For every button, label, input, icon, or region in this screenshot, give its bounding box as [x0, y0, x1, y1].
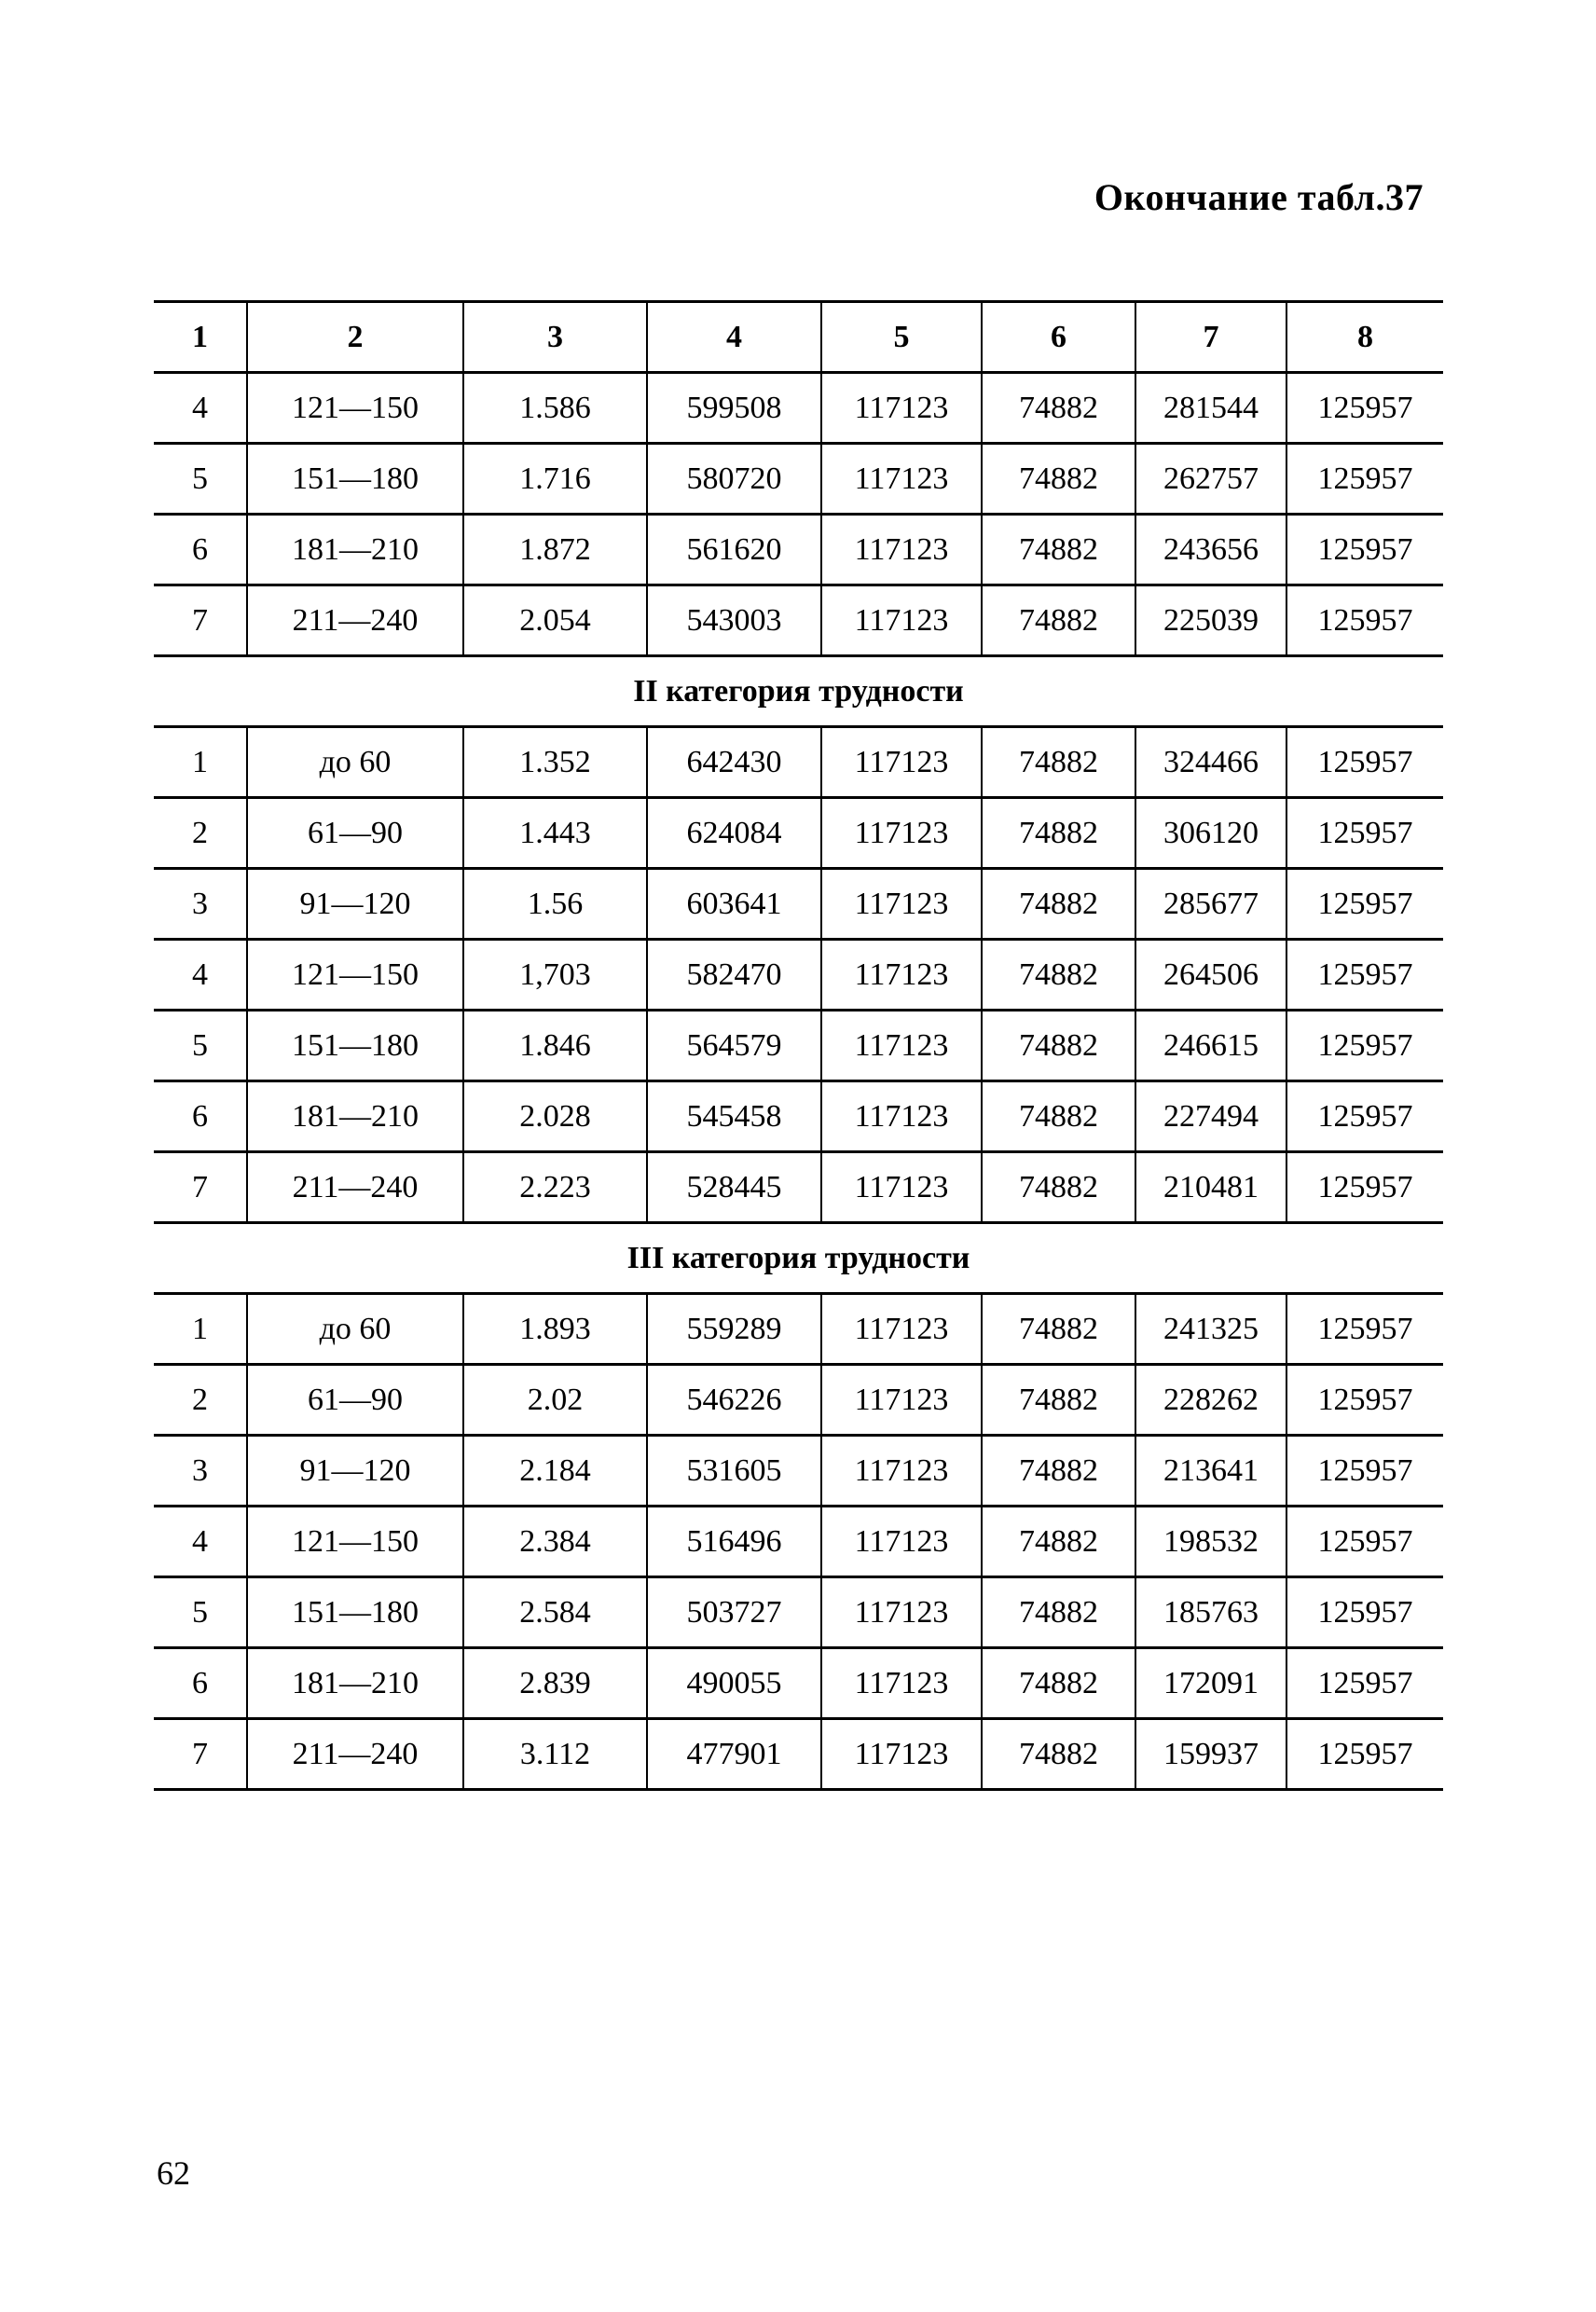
table-cell: 211—240 [247, 1719, 463, 1790]
table-cell: 2.028 [463, 1081, 647, 1152]
table-cell: 1.846 [463, 1011, 647, 1081]
table-cell: 324466 [1135, 727, 1286, 798]
table-cell: 241325 [1135, 1294, 1286, 1365]
table-cell: 1.443 [463, 798, 647, 869]
table-cell: 74882 [982, 1719, 1135, 1790]
table-row [154, 1152, 1443, 1223]
table-cell: 117123 [821, 1648, 982, 1719]
table-cell: 117123 [821, 1152, 982, 1223]
table-cell: 477901 [647, 1719, 821, 1790]
table-cell: 74882 [982, 1648, 1135, 1719]
table-cell: 125957 [1286, 727, 1443, 798]
table-cell: 3 [154, 869, 247, 940]
section-heading-row [154, 656, 1443, 727]
table-cell: 74882 [982, 444, 1135, 515]
table-cell: 125957 [1286, 1507, 1443, 1577]
table-cell: 74882 [982, 1365, 1135, 1436]
table-cell: 125957 [1286, 940, 1443, 1011]
table-row [154, 940, 1443, 1011]
table-cell: до 60 [247, 1294, 463, 1365]
table-row [154, 373, 1443, 444]
table-row [154, 1011, 1443, 1081]
section-heading: III категория трудности [154, 1223, 1443, 1294]
table-cell: 2.384 [463, 1507, 647, 1577]
table-cell: 185763 [1135, 1577, 1286, 1648]
table-cell: 125957 [1286, 1648, 1443, 1719]
column-number-header: 5 [821, 302, 982, 373]
table-row [154, 1507, 1443, 1577]
table-cell: 561620 [647, 515, 821, 585]
table-header-row [154, 302, 1443, 373]
table-cell: 159937 [1135, 1719, 1286, 1790]
table-cell: 4 [154, 373, 247, 444]
table-cell: 117123 [821, 585, 982, 656]
table-cell: 74882 [982, 1081, 1135, 1152]
table-cell: 151—180 [247, 1011, 463, 1081]
table-cell: 125957 [1286, 444, 1443, 515]
column-number-header: 7 [1135, 302, 1286, 373]
column-number-header: 4 [647, 302, 821, 373]
table-cell: 74882 [982, 1294, 1135, 1365]
table-cell: 4 [154, 940, 247, 1011]
table-cell: до 60 [247, 727, 463, 798]
table-row [154, 1294, 1443, 1365]
table-cell: 264506 [1135, 940, 1286, 1011]
table-cell: 1.586 [463, 373, 647, 444]
table-cell: 125957 [1286, 1081, 1443, 1152]
table-cell: 642430 [647, 727, 821, 798]
table-cell: 125957 [1286, 798, 1443, 869]
table-row [154, 1081, 1443, 1152]
table-cell: 2.054 [463, 585, 647, 656]
table-cell: 125957 [1286, 1152, 1443, 1223]
table-cell: 262757 [1135, 444, 1286, 515]
table-cell: 3 [154, 1436, 247, 1507]
table-cell: 117123 [821, 1577, 982, 1648]
table-cell: 564579 [647, 1011, 821, 1081]
table-cell: 61—90 [247, 1365, 463, 1436]
table-cell: 125957 [1286, 373, 1443, 444]
table-cell: 117123 [821, 1081, 982, 1152]
table-cell: 117123 [821, 1294, 982, 1365]
column-number-header: 6 [982, 302, 1135, 373]
table-cell: 181—210 [247, 515, 463, 585]
column-number-header: 8 [1286, 302, 1443, 373]
table-cell: 211—240 [247, 1152, 463, 1223]
table-cell: 117123 [821, 444, 982, 515]
table-cell: 2.839 [463, 1648, 647, 1719]
table-cell: 580720 [647, 444, 821, 515]
table-cell: 516496 [647, 1507, 821, 1577]
table-cell: 151—180 [247, 1577, 463, 1648]
table-cell: 121—150 [247, 940, 463, 1011]
table-cell: 503727 [647, 1577, 821, 1648]
table-cell: 7 [154, 585, 247, 656]
table-cell: 117123 [821, 798, 982, 869]
table-cell: 74882 [982, 869, 1135, 940]
table-cell: 117123 [821, 940, 982, 1011]
table-cell: 74882 [982, 1436, 1135, 1507]
table-cell: 125957 [1286, 585, 1443, 656]
table-cell: 6 [154, 515, 247, 585]
table-cell: 121—150 [247, 373, 463, 444]
table-cell: 1 [154, 727, 247, 798]
table-cell: 181—210 [247, 1081, 463, 1152]
table-cell: 306120 [1135, 798, 1286, 869]
table-cell: 624084 [647, 798, 821, 869]
table-cell: 225039 [1135, 585, 1286, 656]
section-heading-row [154, 1223, 1443, 1294]
table-cell: 1 [154, 1294, 247, 1365]
table-cell: 117123 [821, 1365, 982, 1436]
table-cell: 213641 [1135, 1436, 1286, 1507]
table-cell: 7 [154, 1719, 247, 1790]
table-cell: 5 [154, 1011, 247, 1081]
table-cell: 559289 [647, 1294, 821, 1365]
table-cell: 125957 [1286, 1294, 1443, 1365]
table-cell: 5 [154, 1577, 247, 1648]
page-number: 62 [157, 2154, 190, 2192]
table-cell: 2.02 [463, 1365, 647, 1436]
data-table [154, 300, 1443, 1791]
table-cell: 181—210 [247, 1648, 463, 1719]
table-cell: 545458 [647, 1081, 821, 1152]
table-cell: 531605 [647, 1436, 821, 1507]
column-number-header: 3 [463, 302, 647, 373]
table-cell: 125957 [1286, 869, 1443, 940]
table-cell: 543003 [647, 585, 821, 656]
table-cell: 125957 [1286, 1436, 1443, 1507]
table-cell: 125957 [1286, 1719, 1443, 1790]
table-body [154, 302, 1443, 1790]
table-row [154, 585, 1443, 656]
table-cell: 246615 [1135, 1011, 1286, 1081]
table-cell: 91—120 [247, 1436, 463, 1507]
table-cell: 61—90 [247, 798, 463, 869]
table-row [154, 1719, 1443, 1790]
table-cell: 603641 [647, 869, 821, 940]
table-cell: 6 [154, 1648, 247, 1719]
table-cell: 125957 [1286, 515, 1443, 585]
table-caption: Окончание табл.37 [1094, 176, 1424, 218]
table-cell: 151—180 [247, 444, 463, 515]
table-cell: 3.112 [463, 1719, 647, 1790]
table-cell: 227494 [1135, 1081, 1286, 1152]
table-cell: 2.184 [463, 1436, 647, 1507]
table-cell: 1.716 [463, 444, 647, 515]
table-row [154, 1436, 1443, 1507]
table-cell: 117123 [821, 869, 982, 940]
table-cell: 125957 [1286, 1365, 1443, 1436]
table-cell: 582470 [647, 940, 821, 1011]
table-row [154, 869, 1443, 940]
table-cell: 74882 [982, 798, 1135, 869]
table-cell: 74882 [982, 1011, 1135, 1081]
table-row [154, 1365, 1443, 1436]
table-cell: 74882 [982, 373, 1135, 444]
table-cell: 74882 [982, 515, 1135, 585]
table-cell: 117123 [821, 1507, 982, 1577]
table-cell: 125957 [1286, 1577, 1443, 1648]
table-cell: 2 [154, 1365, 247, 1436]
table-cell: 172091 [1135, 1648, 1286, 1719]
table-cell: 1.893 [463, 1294, 647, 1365]
table-cell: 228262 [1135, 1365, 1286, 1436]
table-cell: 281544 [1135, 373, 1286, 444]
table-cell: 74882 [982, 1577, 1135, 1648]
table-cell: 243656 [1135, 515, 1286, 585]
table-cell: 125957 [1286, 1011, 1443, 1081]
table-cell: 117123 [821, 1719, 982, 1790]
table-cell: 4 [154, 1507, 247, 1577]
table-cell: 285677 [1135, 869, 1286, 940]
table-cell: 1.56 [463, 869, 647, 940]
table-row [154, 1648, 1443, 1719]
table-cell: 490055 [647, 1648, 821, 1719]
table-row [154, 1577, 1443, 1648]
table-cell: 7 [154, 1152, 247, 1223]
table-cell: 74882 [982, 585, 1135, 656]
table-cell: 599508 [647, 373, 821, 444]
table-cell: 6 [154, 1081, 247, 1152]
table-cell: 74882 [982, 1507, 1135, 1577]
section-heading: II категория трудности [154, 656, 1443, 727]
table-cell: 528445 [647, 1152, 821, 1223]
table-cell: 1,703 [463, 940, 647, 1011]
column-number-header: 1 [154, 302, 247, 373]
table-cell: 117123 [821, 727, 982, 798]
table-row [154, 515, 1443, 585]
table-cell: 91—120 [247, 869, 463, 940]
table-cell: 211—240 [247, 585, 463, 656]
table-cell: 117123 [821, 1011, 982, 1081]
table-cell: 74882 [982, 1152, 1135, 1223]
table-cell: 74882 [982, 727, 1135, 798]
table-cell: 198532 [1135, 1507, 1286, 1577]
table-cell: 210481 [1135, 1152, 1286, 1223]
table-cell: 546226 [647, 1365, 821, 1436]
table-cell: 117123 [821, 515, 982, 585]
table-cell: 117123 [821, 373, 982, 444]
column-number-header: 2 [247, 302, 463, 373]
table-cell: 1.872 [463, 515, 647, 585]
table-cell: 117123 [821, 1436, 982, 1507]
table-row [154, 444, 1443, 515]
table-cell: 2.584 [463, 1577, 647, 1648]
table-row [154, 798, 1443, 869]
table-cell: 2 [154, 798, 247, 869]
table-cell: 2.223 [463, 1152, 647, 1223]
table-cell: 121—150 [247, 1507, 463, 1577]
table-cell: 74882 [982, 940, 1135, 1011]
table-row [154, 727, 1443, 798]
table-cell: 1.352 [463, 727, 647, 798]
table-cell: 5 [154, 444, 247, 515]
